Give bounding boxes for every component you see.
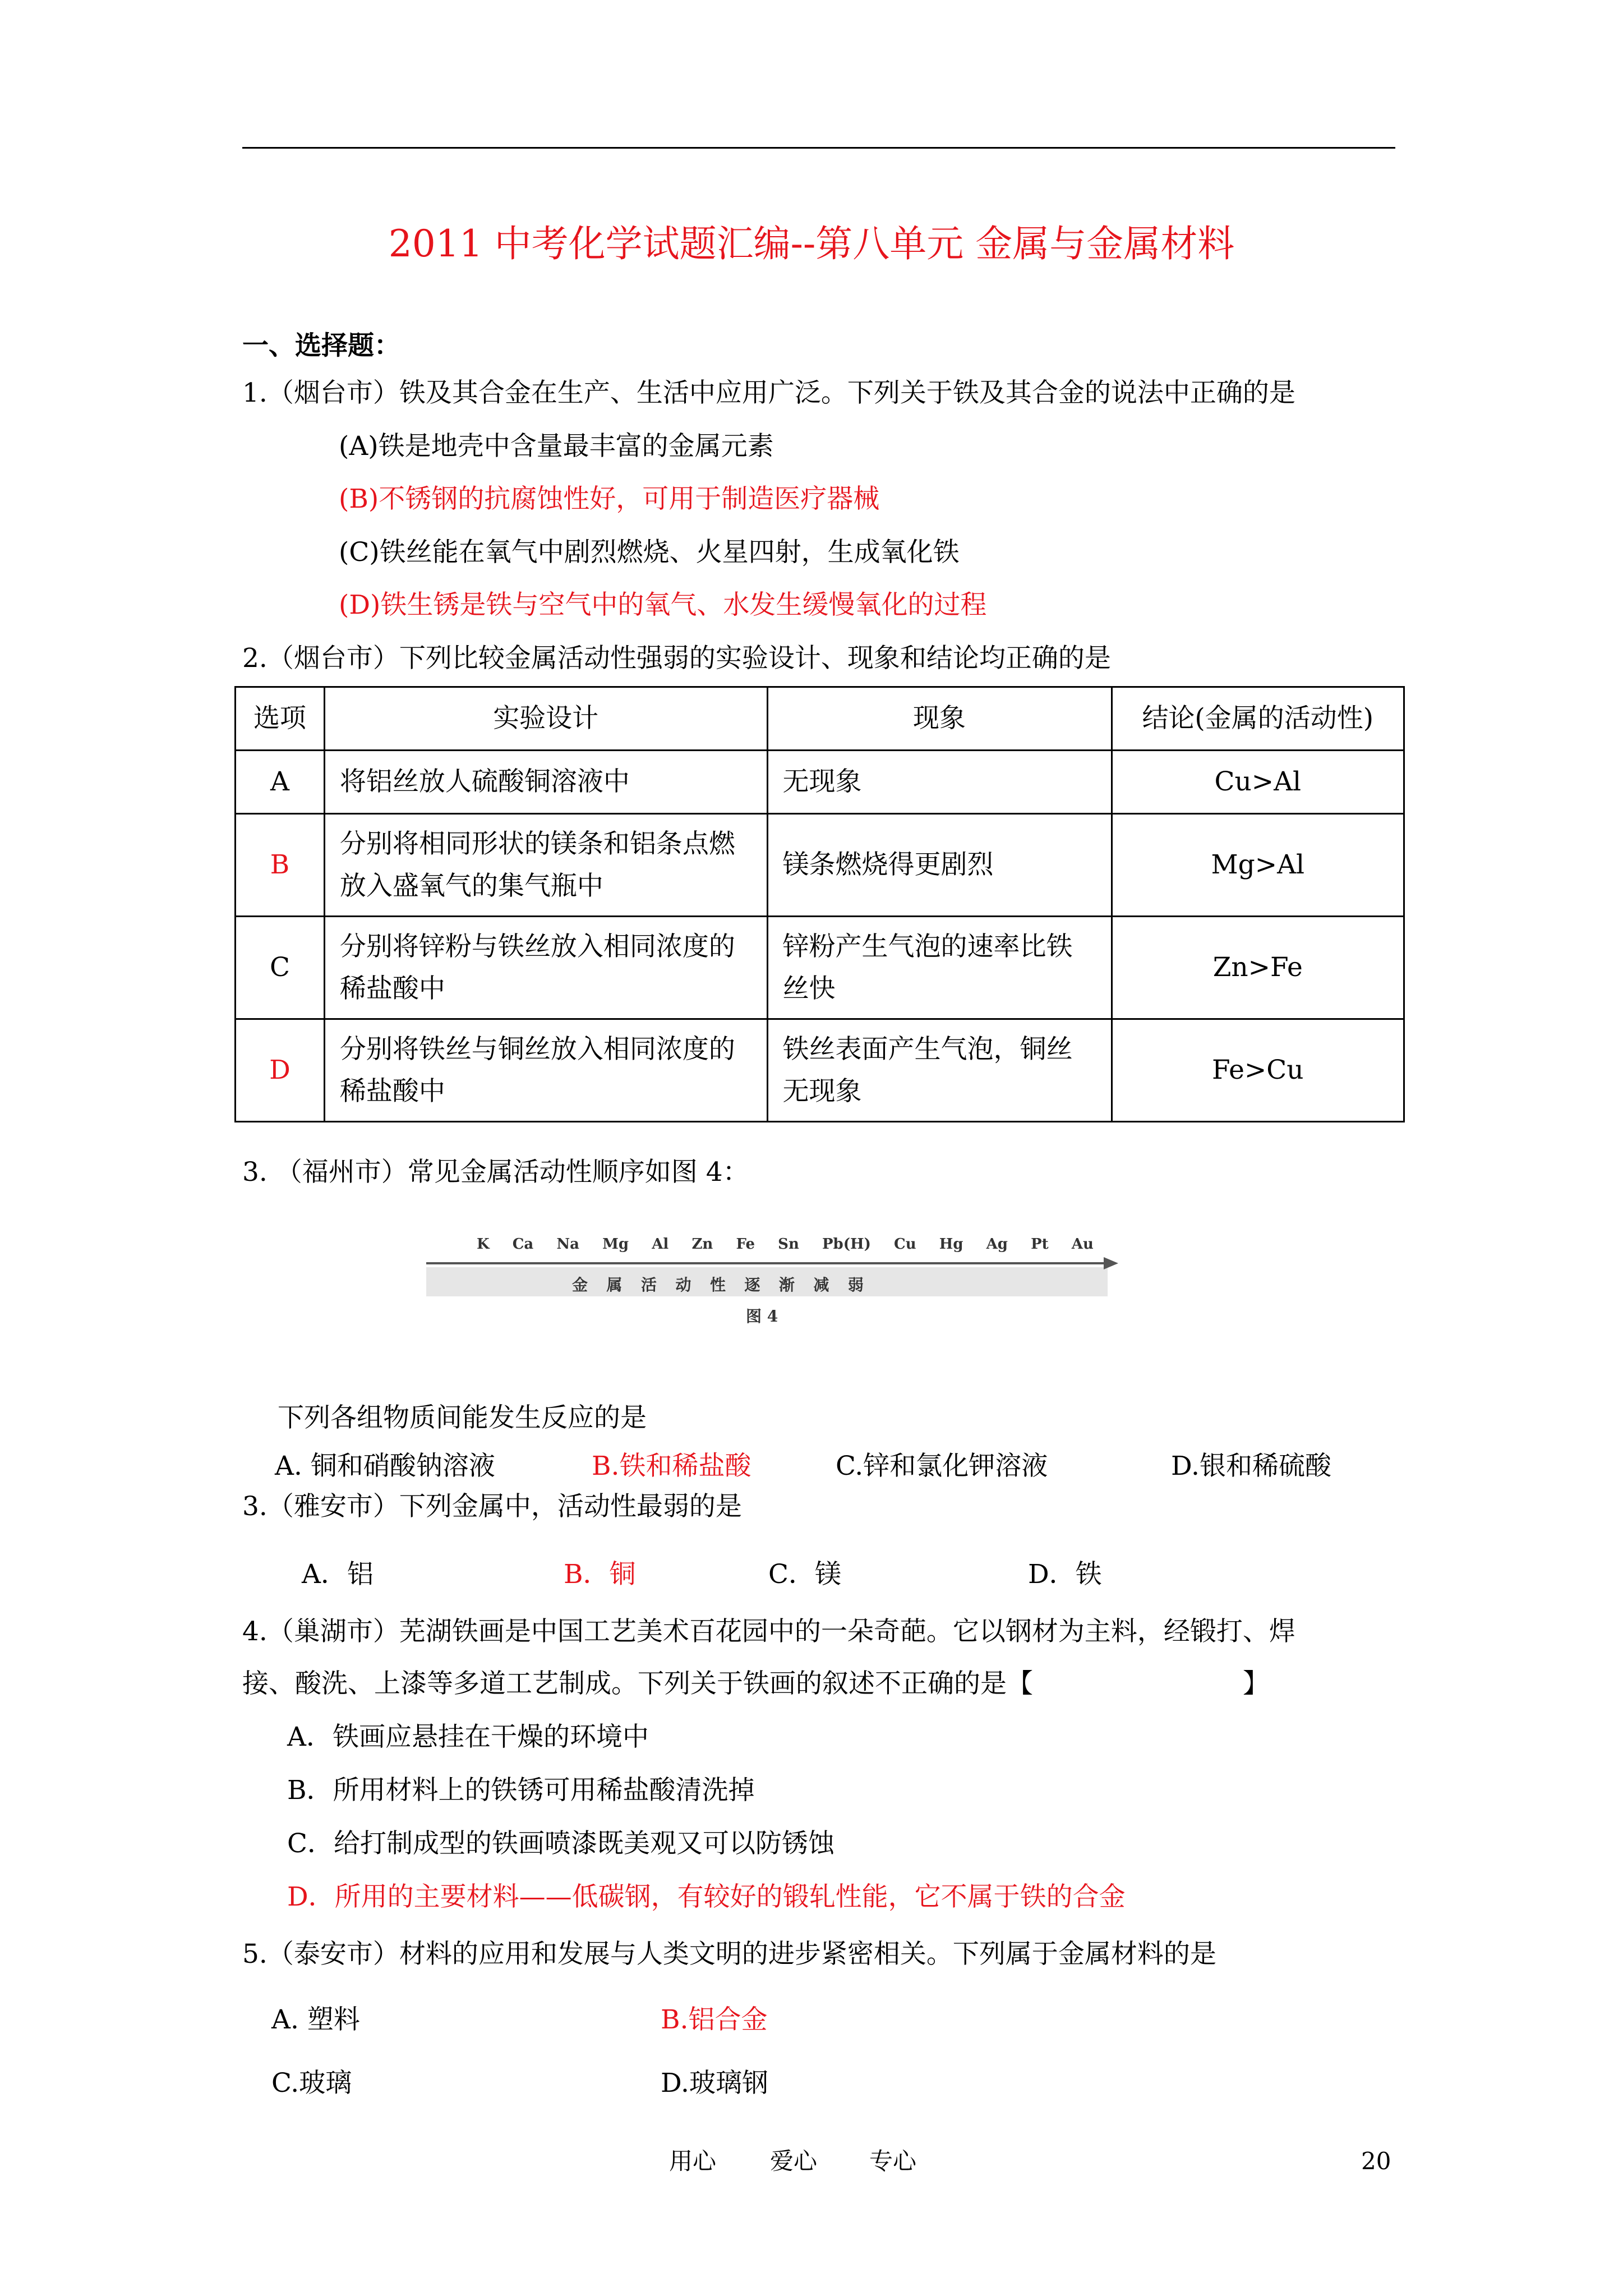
row-design: 将铝丝放人硫酸铜溶液中	[324, 751, 767, 814]
row-design: 分别将铁丝与铜丝放入相同浓度的稀盐酸中	[324, 1019, 767, 1122]
footer-left: 用心	[669, 2147, 717, 2175]
q4-option-c: C．给打制成型的铁画喷漆既美观又可以防锈蚀	[287, 1828, 834, 1859]
q5-option-d: D.玻璃钢	[661, 2068, 768, 2099]
q3a-option-a: A. 铜和硝酸钠溶液	[275, 1451, 495, 1481]
header-rule	[242, 147, 1395, 149]
row-option: A	[236, 751, 325, 814]
trend-char: 属	[606, 1276, 623, 1294]
metal-symbol: Al	[652, 1236, 669, 1253]
header-option: 选项	[236, 687, 325, 751]
metal-symbol: Mg	[602, 1236, 629, 1253]
row-phenomenon: 铁丝表面产生气泡，铜丝无现象	[767, 1019, 1112, 1122]
metal-symbol: Ca	[512, 1236, 534, 1253]
q3b-option-d: D．铁	[1028, 1559, 1102, 1590]
q4-option-a: A．铁画应悬挂在干燥的环境中	[287, 1722, 649, 1752]
q5-option-c: C.玻璃	[271, 2068, 352, 2099]
q3a-option-d: D.银和稀硫酸	[1171, 1451, 1331, 1481]
row-design: 分别将相同形状的镁条和铝条点燃放入盛氧气的集气瓶中	[324, 814, 767, 917]
row-conclusion: Zn>Fe	[1112, 917, 1404, 1019]
metal-symbol: Pb(H)	[822, 1236, 871, 1253]
q1-option-a: (A)铁是地壳中含量最丰富的金属元素	[339, 431, 774, 462]
q5-option-b: B.铝合金	[661, 2004, 768, 2035]
metal-symbol: Cu	[894, 1236, 916, 1253]
arrow-line	[426, 1262, 1108, 1264]
q4-option-d: D．所用的主要材料——低碳钢，有较好的锻轧性能，它不属于铁的合金	[287, 1881, 1126, 1912]
section-heading: 一、选择题：	[242, 330, 400, 361]
q5-stem: 5.（泰安市）材料的应用和发展与人类文明的进步紧密相关。下列属于金属材料的是	[242, 1939, 1216, 1970]
table-row	[236, 751, 1404, 814]
q3a-option-b: B.铁和稀盐酸	[592, 1451, 751, 1481]
metal-symbol: K	[477, 1236, 490, 1253]
row-phenomenon: 无现象	[767, 751, 1112, 814]
table-row	[236, 1019, 1404, 1122]
trend-char: 性	[709, 1276, 726, 1294]
metal-symbol: Hg	[939, 1236, 963, 1253]
trend-char: 渐	[778, 1276, 795, 1294]
table-row	[236, 917, 1404, 1019]
q1-option-d: (D)铁生锈是铁与空气中的氧气、水发生缓慢氧化的过程	[339, 590, 987, 620]
metal-symbol: Sn	[778, 1236, 799, 1253]
trend-char: 减	[813, 1276, 829, 1294]
activity-series-figure	[421, 1226, 1127, 1327]
row-conclusion: Cu>Al	[1112, 751, 1404, 814]
trend-label	[572, 1273, 864, 1295]
q3b-option-a: A．铝	[302, 1559, 374, 1590]
q4-stem-line1: 4.（巢湖市）芜湖铁画是中国工艺美术百花园中的一朵奇葩。它以钢材为主料，经锻打、焊	[242, 1616, 1295, 1647]
metal-symbol: Fe	[736, 1236, 755, 1253]
q3a-question: 下列各组物质间能发生反应的是	[278, 1402, 647, 1433]
table-header-row	[236, 687, 1404, 751]
header-phenomenon: 现象	[767, 687, 1112, 751]
metal-symbol: Pt	[1031, 1236, 1049, 1253]
page-number: 20	[1361, 2147, 1391, 2175]
footer-middle: 爱心	[770, 2147, 818, 2175]
q4-stem-line2: 接、酸洗、上漆等多道工艺制成。下列关于铁画的叙述不正确的是【	[242, 1668, 1033, 1699]
row-option: D	[236, 1019, 325, 1122]
q5-option-a: A. 塑料	[271, 2004, 360, 2035]
q4-option-b: B．所用材料上的铁锈可用稀盐酸清洗掉	[287, 1775, 755, 1806]
trend-char: 弱	[847, 1276, 864, 1294]
q2-table	[234, 686, 1405, 1122]
q3a-stem: 3. （福州市）常见金属活动性顺序如图 4：	[242, 1157, 749, 1188]
trend-char: 活	[640, 1276, 657, 1294]
trend-char: 金	[572, 1276, 588, 1294]
table-row	[236, 814, 1404, 917]
row-phenomenon: 锌粉产生气泡的速率比铁丝快	[767, 917, 1112, 1019]
q4-stem-close: 】	[1243, 1668, 1269, 1699]
q1-option-c: (C)铁丝能在氧气中剧烈燃烧、火星四射，生成氧化铁	[339, 537, 960, 568]
metal-symbol: Zn	[691, 1236, 713, 1253]
document-title: 2011 中考化学试题汇编--第八单元 金属与金属材料	[388, 222, 1235, 265]
row-phenomenon: 镁条燃烧得更剧烈	[767, 814, 1112, 917]
trend-char: 逐	[744, 1276, 760, 1294]
row-conclusion: Mg>Al	[1112, 814, 1404, 917]
q2-stem: 2.（烟台市）下列比较金属活动性强弱的实验设计、现象和结论均正确的是	[242, 643, 1111, 674]
trend-char: 动	[675, 1276, 691, 1294]
metal-symbol: Na	[556, 1236, 580, 1253]
metal-symbol: Ag	[986, 1236, 1008, 1253]
q1-stem: 1.（烟台市）铁及其合金在生产、生活中应用广泛。下列关于铁及其合金的说法中正确的是	[242, 378, 1295, 408]
arrow-head-icon	[1104, 1257, 1118, 1269]
row-design: 分别将锌粉与铁丝放入相同浓度的稀盐酸中	[324, 917, 767, 1019]
q3b-option-c: C．镁	[768, 1559, 841, 1590]
figure-label: 图 4	[746, 1307, 778, 1326]
q3a-option-c: C.锌和氯化钾溶液	[836, 1451, 1048, 1481]
footer-right: 专心	[869, 2147, 917, 2175]
header-design: 实验设计	[324, 687, 767, 751]
metal-symbol: Au	[1071, 1236, 1094, 1253]
row-option: C	[236, 917, 325, 1019]
header-conclusion: 结论(金属的活动性)	[1112, 687, 1404, 751]
q1-option-b: (B)不锈钢的抗腐蚀性好，可用于制造医疗器械	[339, 484, 880, 514]
metal-symbols	[477, 1236, 1094, 1253]
q3b-option-b: B．铜	[564, 1559, 636, 1590]
row-option: B	[236, 814, 325, 917]
q3b-stem: 3.（雅安市）下列金属中，活动性最弱的是	[242, 1491, 742, 1522]
row-conclusion: Fe>Cu	[1112, 1019, 1404, 1122]
